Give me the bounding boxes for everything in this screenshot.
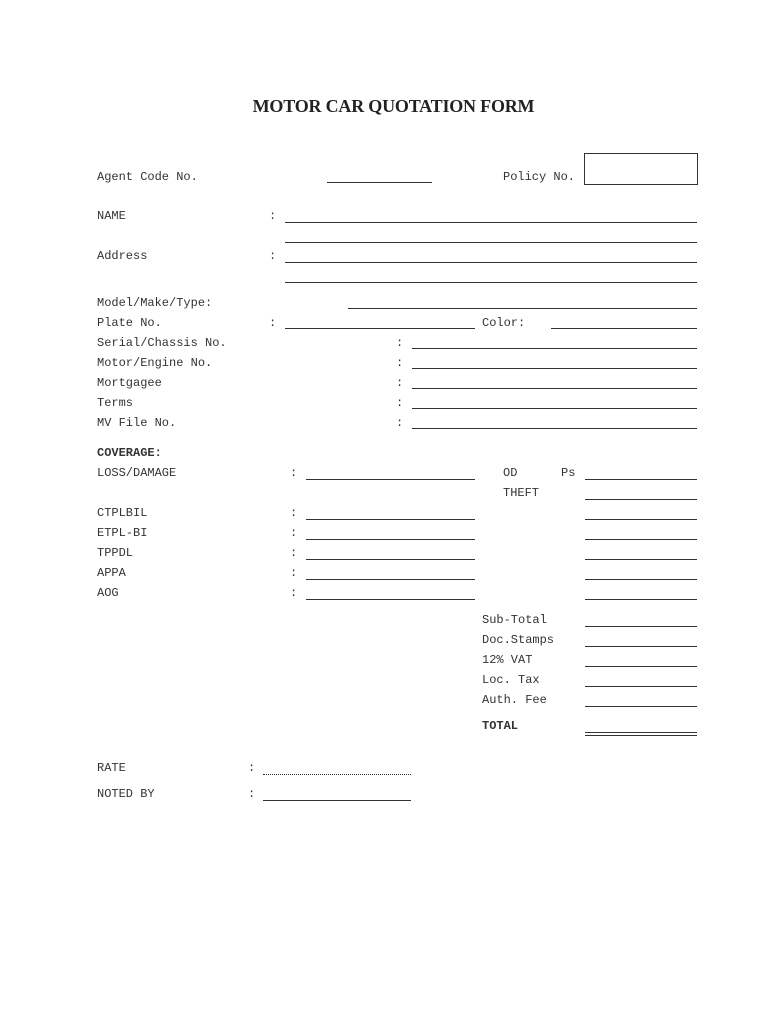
agent-code-label: Agent Code No. <box>97 170 198 184</box>
tppdl-field[interactable] <box>306 559 475 560</box>
model-field[interactable] <box>348 308 697 309</box>
rate-field[interactable] <box>263 774 411 775</box>
terms-label: Terms <box>97 396 134 410</box>
subtotal-label: Sub-Total <box>482 613 547 627</box>
address-field-line-1[interactable] <box>285 262 697 263</box>
etpl-bi-label: ETPL-BI <box>97 526 148 540</box>
noted-by-label: NOTED BY <box>97 787 155 801</box>
ctplbil-colon: : <box>290 506 298 520</box>
etpl-bi-colon: : <box>290 526 298 540</box>
plate-label: Plate No. <box>97 316 162 330</box>
aog-field[interactable] <box>306 599 475 600</box>
etpl-bi-field[interactable] <box>306 539 475 540</box>
ps-label: Ps <box>561 466 576 480</box>
mortgagee-label: Mortgagee <box>97 376 162 390</box>
motor-colon: : <box>396 356 404 370</box>
appa-colon: : <box>290 566 298 580</box>
auth-fee-field[interactable] <box>585 706 697 707</box>
od-premium-field[interactable] <box>585 479 697 480</box>
noted-by-field[interactable] <box>263 800 411 801</box>
mortgagee-colon: : <box>396 376 404 390</box>
etpl-bi-premium-field[interactable] <box>585 539 697 540</box>
name-label: NAME <box>97 209 126 223</box>
plate-field[interactable] <box>285 328 475 329</box>
terms-colon: : <box>396 396 404 410</box>
form-title: MOTOR CAR QUOTATION FORM <box>252 96 535 116</box>
mv-file-label: MV File No. <box>97 416 177 430</box>
mv-file-field[interactable] <box>412 428 697 429</box>
theft-premium-field[interactable] <box>585 499 697 500</box>
mortgagee-field[interactable] <box>412 388 697 389</box>
auth-fee-label: Auth. Fee <box>482 693 547 707</box>
ctplbil-field[interactable] <box>306 519 475 520</box>
rate-colon: : <box>248 761 256 775</box>
theft-label: THEFT <box>503 486 540 500</box>
serial-colon: : <box>396 336 404 350</box>
aog-premium-field[interactable] <box>585 599 697 600</box>
aog-label: AOG <box>97 586 119 600</box>
od-label: OD <box>503 466 518 480</box>
doc-stamps-field[interactable] <box>585 646 697 647</box>
noted-by-colon: : <box>248 787 256 801</box>
aog-colon: : <box>290 586 298 600</box>
serial-label: Serial/Chassis No. <box>97 336 227 350</box>
total-label: TOTAL <box>482 719 519 733</box>
motor-field[interactable] <box>412 368 697 369</box>
color-label: Color: <box>482 316 526 330</box>
mv-file-colon: : <box>396 416 404 430</box>
loc-tax-field[interactable] <box>585 686 697 687</box>
serial-field[interactable] <box>412 348 697 349</box>
address-field-line-2[interactable] <box>285 282 697 283</box>
appa-label: APPA <box>97 566 126 580</box>
loc-tax-label: Loc. Tax <box>482 673 540 687</box>
vat-label: 12% VAT <box>482 653 533 667</box>
agent-code-field[interactable] <box>327 182 432 183</box>
appa-premium-field[interactable] <box>585 579 697 580</box>
name-colon: : <box>269 209 277 223</box>
name-field-line-1[interactable] <box>285 222 697 223</box>
vat-field[interactable] <box>585 666 697 667</box>
loss-damage-field[interactable] <box>306 479 475 480</box>
policy-no-label: Policy No. <box>503 170 576 184</box>
address-colon: : <box>269 249 277 263</box>
plate-colon: : <box>269 316 277 330</box>
model-label: Model/Make/Type: <box>97 296 213 310</box>
ctplbil-label: CTPLBIL <box>97 506 148 520</box>
tppdl-label: TPPDL <box>97 546 134 560</box>
tppdl-premium-field[interactable] <box>585 559 697 560</box>
loss-damage-colon: : <box>290 466 298 480</box>
ctplbil-premium-field[interactable] <box>585 519 697 520</box>
terms-field[interactable] <box>412 408 697 409</box>
address-label: Address <box>97 249 148 263</box>
tppdl-colon: : <box>290 546 298 560</box>
name-field-line-2[interactable] <box>285 242 697 243</box>
loss-damage-label: LOSS/DAMAGE <box>97 466 177 480</box>
motor-label: Motor/Engine No. <box>97 356 213 370</box>
doc-stamps-label: Doc.Stamps <box>482 633 555 647</box>
rate-label: RATE <box>97 761 126 775</box>
color-field[interactable] <box>551 328 697 329</box>
policy-no-box[interactable] <box>584 153 698 185</box>
subtotal-field[interactable] <box>585 626 697 627</box>
appa-field[interactable] <box>306 579 475 580</box>
coverage-heading: COVERAGE: <box>97 446 162 460</box>
total-field[interactable] <box>585 732 697 736</box>
